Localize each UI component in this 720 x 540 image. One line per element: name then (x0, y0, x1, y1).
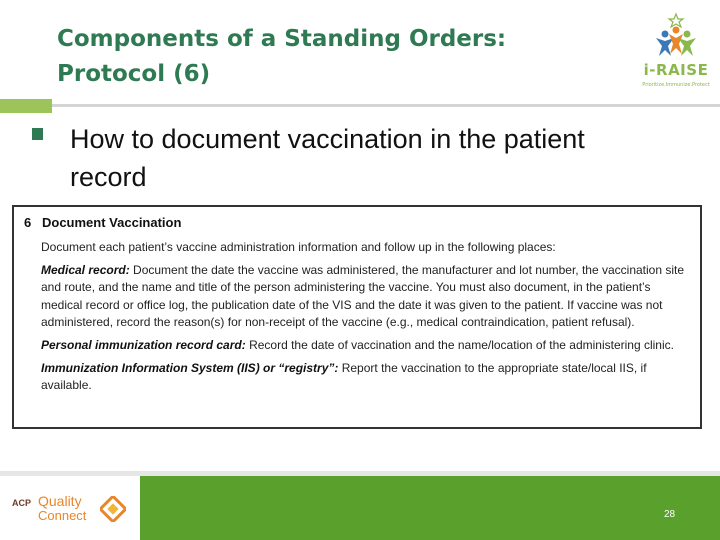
quality-connect-line2: Connect (38, 508, 87, 523)
quality-connect-icon (100, 496, 126, 522)
box-body (41, 239, 691, 401)
iraise-tagline: Prioritize.Immunize.Protect (642, 82, 710, 88)
item-text: Document the date the vaccine was administered, the manufacturer and lot number, the vaccination site and route, and the name and title of the person administering the vaccine. You must also document, in the patient’s medical record or office log, the publication date of the VIS and the date it was given to the patient. If vaccine was not administered, record the reason(s) for non-receipt of the vaccine (e.g., medical contraindication, patient refusal). (41, 263, 685, 329)
footer-bar (140, 476, 720, 540)
document-vaccination-box (12, 205, 702, 429)
quality-connect-line1: Quality (38, 493, 82, 509)
iraise-wordmark: i-RAISE (643, 61, 709, 79)
iraise-logo (638, 12, 714, 92)
item-text: Report the vaccination to the appropriate state/local IIS, if available. (41, 361, 647, 393)
divider-accent (0, 99, 52, 113)
step-number: 6 (24, 215, 32, 230)
divider-line (52, 104, 720, 107)
acp-logo-text: ACP (12, 498, 32, 508)
box-intro: Document each patient’s vaccine administration information and follow up in the following places: (41, 240, 556, 254)
slide-title (57, 22, 597, 92)
page-number: 28 (664, 509, 676, 520)
box-title: Document Vaccination (42, 215, 182, 230)
bullet-text (70, 120, 670, 196)
bullet-text-line2: record (70, 162, 147, 192)
bullet-text-line1: How to document vaccination in the patient (70, 124, 585, 154)
square-bullet-icon (32, 128, 43, 140)
iraise-figures-icon (638, 12, 714, 62)
item-iis-registry (41, 360, 691, 394)
item-label: Immunization Information System (IIS) or “registry”: (41, 361, 339, 376)
slide-title-line1: Components of a Standing Orders: (57, 26, 507, 52)
slide-title-line2: Protocol (6) (57, 61, 211, 87)
title-divider (0, 99, 720, 113)
item-medical-record (41, 262, 691, 331)
item-label: Medical record: (41, 263, 130, 278)
item-personal-card (41, 337, 691, 354)
item-text: Record the date of vaccination and the name/location of the administering clinic. (249, 338, 674, 353)
item-label: Personal immunization record card: (41, 338, 246, 353)
